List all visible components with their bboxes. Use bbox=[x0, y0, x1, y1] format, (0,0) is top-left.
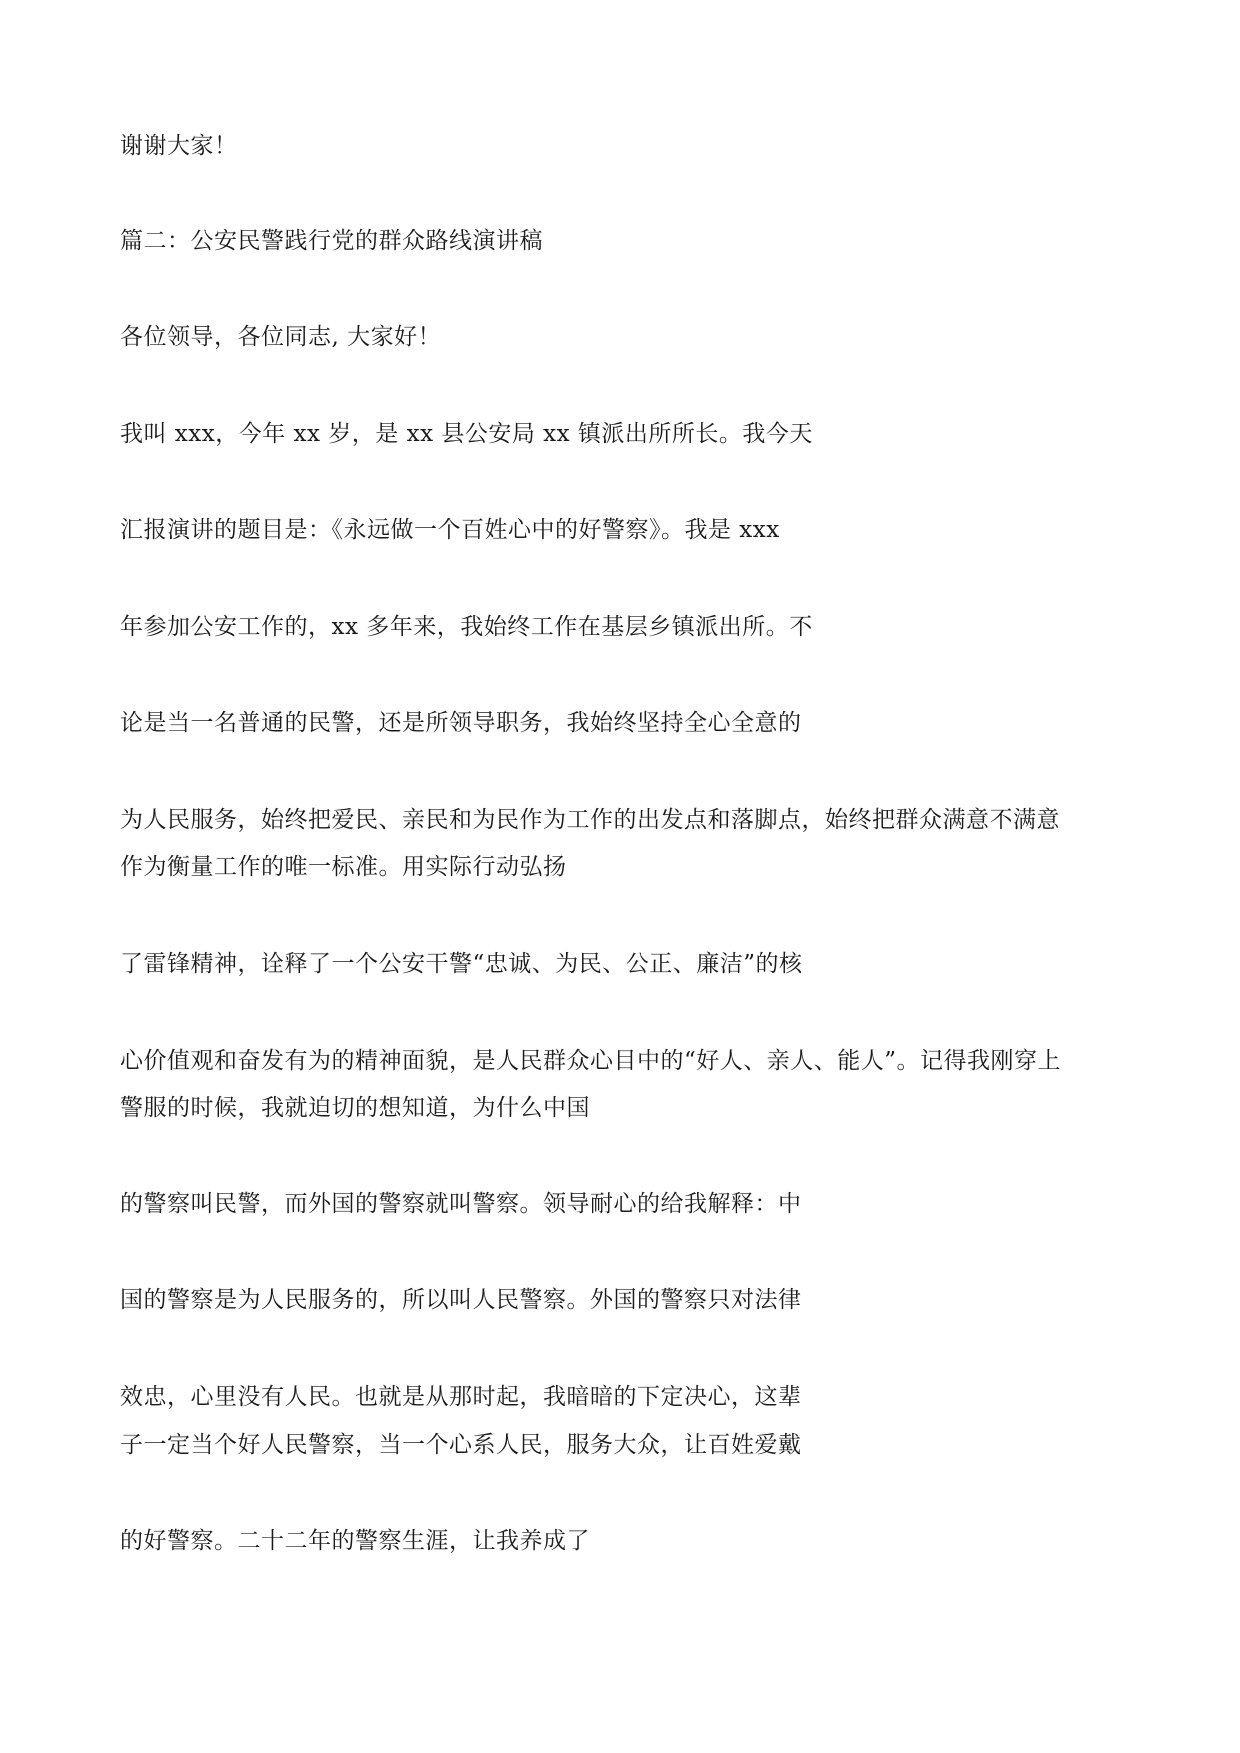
text-line: 了雷锋精神，诠释了一个公安干警“忠诚、为民、公正、廉洁”的核 bbox=[120, 951, 803, 977]
text-line: 子一定当个好人民警察，当一个心系人民，服务大众，让百姓爱戴 bbox=[120, 1432, 802, 1458]
text-line: 效忠，心里没有人民。也就是从那时起，我暗暗的下定决心，这辈 bbox=[120, 1384, 802, 1410]
text-line: 心价值观和奋发有为的精神面貌，是人民群众心目中的“好人、亲人、能人”。记得我刚穿上 bbox=[120, 1048, 1062, 1074]
text-line: 警服的时候，我就迫切的想知道，为什么中国 bbox=[120, 1095, 590, 1121]
text-line: 论是当一名普通的民警，还是所领导职务，我始终坚持全心全意的 bbox=[120, 710, 802, 736]
section-heading: 篇二：公安民警践行党的群众路线演讲稿 bbox=[120, 228, 543, 254]
text-line: 作为衡量工作的唯一标准。用实际行动弘扬 bbox=[120, 854, 567, 880]
text-line: 我叫 xxx，今年 xx 岁，是 xx 县公安局 xx 镇派出所所长。我今天 bbox=[120, 421, 813, 447]
text-line: 为人民服务，始终把爱民、亲民和为民作为工作的出发点和落脚点，始终把群众满意不满意 bbox=[120, 807, 1060, 833]
text-line: 汇报演讲的题目是：《永远做一个百姓心中的好警察》。我是 xxx bbox=[120, 517, 780, 543]
text-line: 各位领导，各位同志, 大家好！ bbox=[120, 324, 442, 350]
text-line: 的好警察。二十二年的警察生涯，让我养成了 bbox=[120, 1528, 590, 1554]
text-line: 谢谢大家！ bbox=[120, 133, 238, 159]
text-line: 国的警察是为人民服务的，所以叫人民警察。外国的警察只对法律 bbox=[120, 1287, 802, 1313]
text-line: 年参加公安工作的，xx 多年来，我始终工作在基层乡镇派出所。不 bbox=[120, 614, 813, 640]
text-line: 的警察叫民警，而外国的警察就叫警察。领导耐心的给我解释：中 bbox=[120, 1191, 802, 1217]
